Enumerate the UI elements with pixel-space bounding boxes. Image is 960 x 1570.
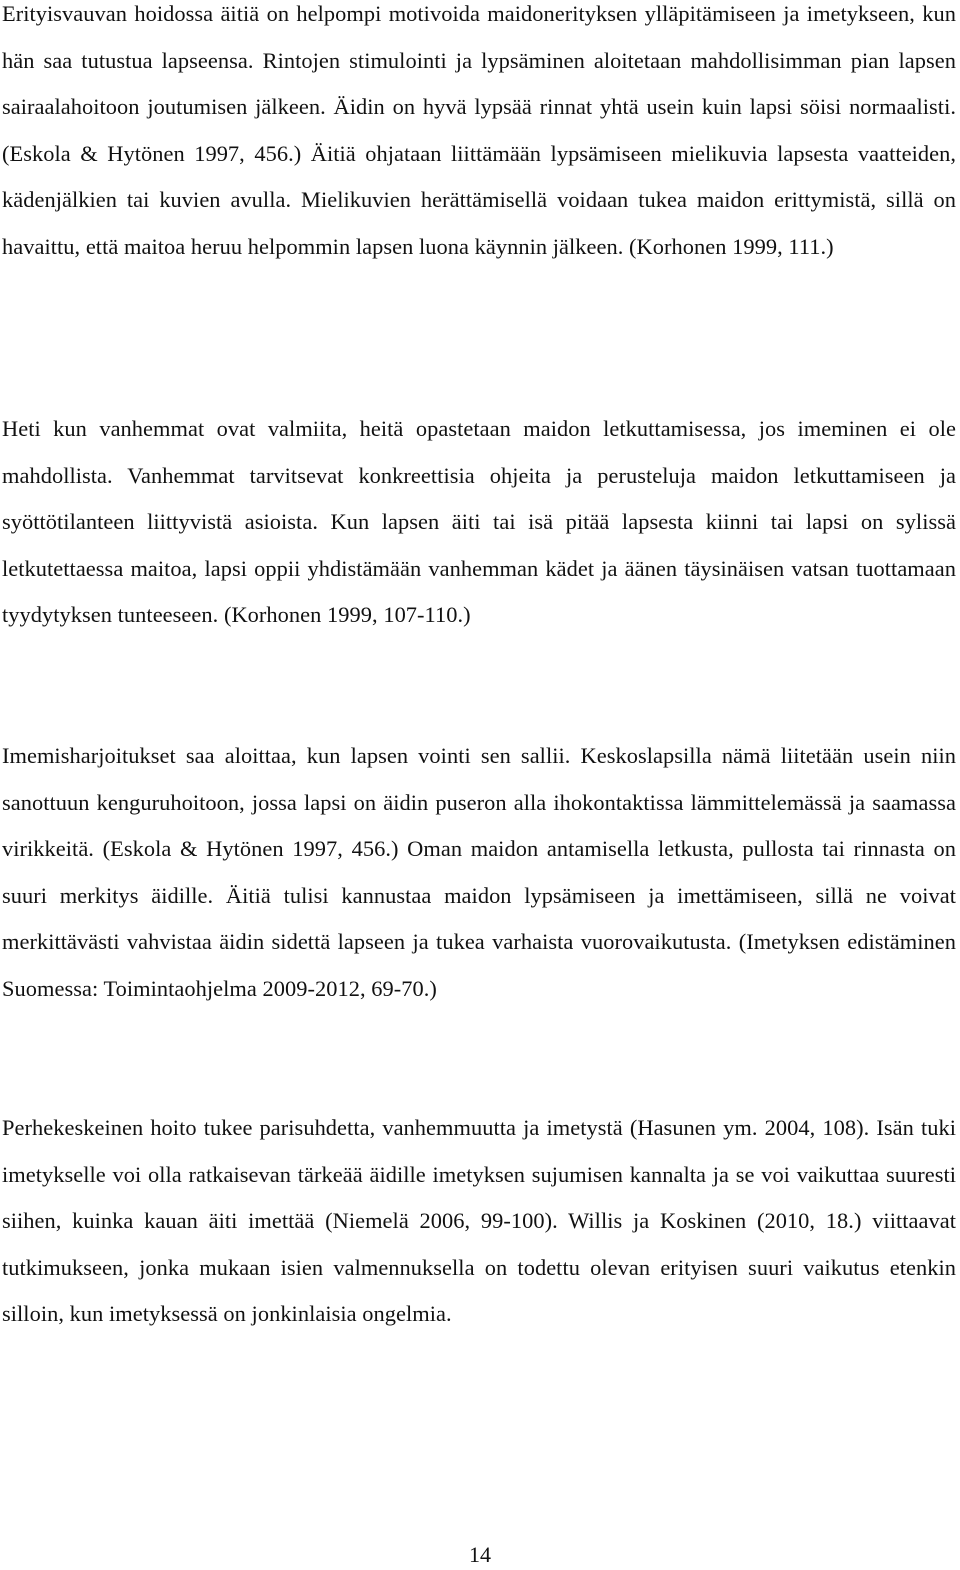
page-number: 14 <box>469 1542 491 1567</box>
body-paragraph: Erityisvauvan hoidossa äitiä on helpompi motivoida maidonerityksen ylläpitämiseen ja imetykseen, kun hän saa tutustua lapseensa. Rintojen stimulointi ja lypsäminen aloitetaan mahdollisimman pian lapsen sairaalahoitoon joutumisen jälkeen. Äidin on hyvä lypsää rinnat yhtä usein kuin lapsi söisi normaalisti. (Eskola & Hytönen 1997, 456.) Äitiä ohjataan liittämään lypsämiseen mielikuvia lapsesta vaatteiden, kädenjälkien tai kuvien avulla. Mielikuvien herättämisellä voidaan tukea maidon erittymistä, sillä on havaittu, että maitoa heruu helpommin lapsen luona käynnin jälkeen. (Korhonen 1999, 111.) <box>2 1 956 259</box>
body-paragraph: Heti kun vanhemmat ovat valmiita, heitä opastetaan maidon letkuttamisessa, jos imeminen ei ole mahdollista. Vanhemmat tarvitsevat konkreettisia ohjeita ja perusteluja maidon letkuttamiseen ja syöttötilanteen liittyvistä asioista. Kun lapsen äiti tai isä pitää lapsesta kiinni tai lapsi on sylissä letkutettaessa maitoa, lapsi oppii yhdistämään vanhemman kädet ja äänen täysinäisen vatsan tuottamaan tyydytyksen tunteeseen. (Korhonen 1999, 107-110.) <box>2 416 956 628</box>
body-paragraph: Perhekeskeinen hoito tukee parisuhdetta, vanhemmuutta ja imetystä (Hasunen ym. 2004, 108). Isän tuki imetykselle voi olla ratkaisevan tärkeää äidille imetyksen sujumisen kannalta ja se voi vaikuttaa suuresti siihen, kuinka kauan äiti imettää (Niemelä 2006, 99-100). Willis ja Koskinen (2010, 18.) viittaavat tutkimukseen, jonka mukaan isien valmennuksella on todettu olevan erityisen suuri vaikutus etenkin silloin, kun imetyksessä on jonkinlaisia ongelmia. <box>2 1115 956 1327</box>
body-paragraph: Imemisharjoitukset saa aloittaa, kun lapsen vointi sen sallii. Keskoslapsilla nämä liitetään usein niin sanottuun kenguruhoitoon, jossa lapsi on äidin puseron alla ihokontaktissa lämmittelemässä ja saamassa virikkeitä. (Eskola & Hytönen 1997, 456.) Oman maidon antamisella letkusta, pullosta tai rinnasta on suuri merkitys äidille. Äitiä tulisi kannustaa maidon lypsämiseen ja imettämiseen, sillä ne voivat merkittävästi vahvistaa äidin sidettä lapseen ja tukea varhaista vuorovaikutusta. (Imetyksen edistäminen Suomessa: Toimintaohjelma 2009-2012, 69-70.) <box>2 743 956 1001</box>
